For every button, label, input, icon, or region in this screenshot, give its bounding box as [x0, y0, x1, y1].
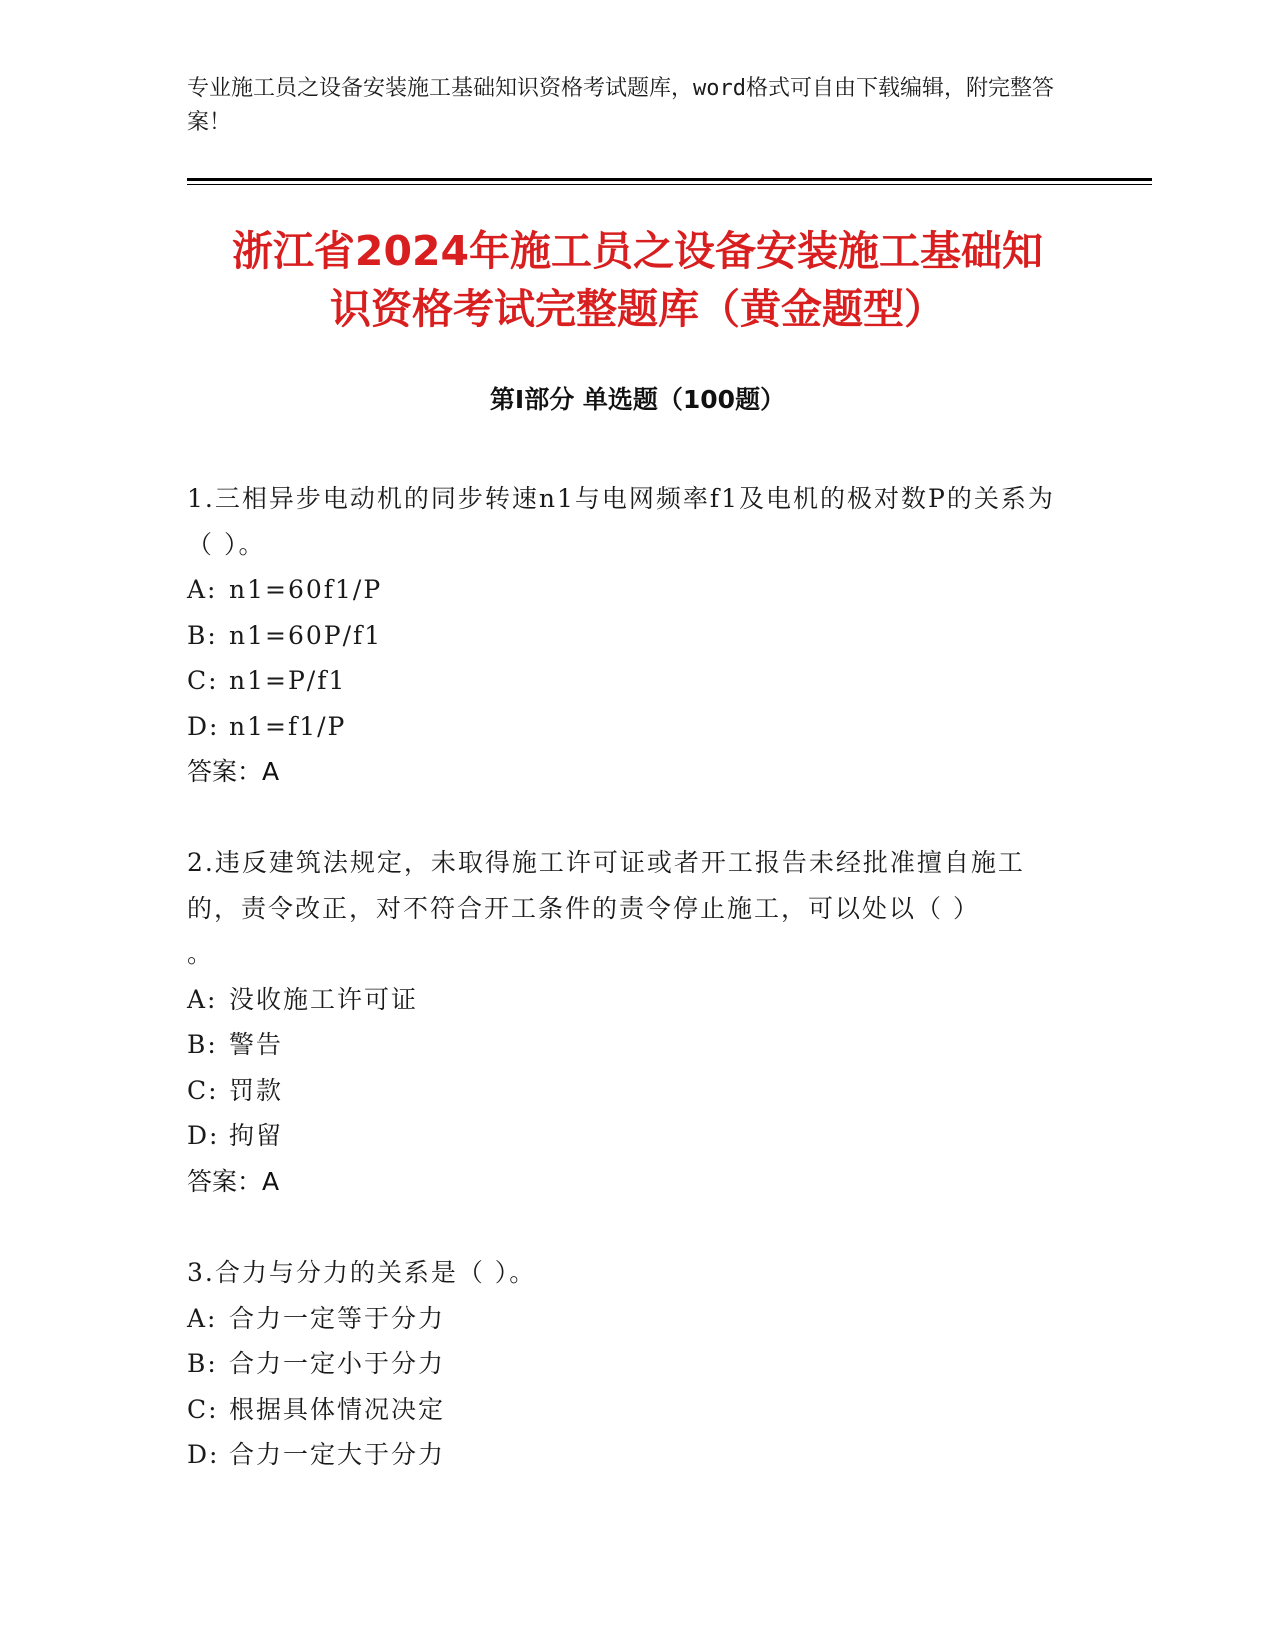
option-c [187, 1387, 1067, 1433]
option-letter: D: [187, 711, 220, 741]
option-letter: B: [187, 1030, 218, 1059]
option-c [187, 1068, 1067, 1114]
option-d [187, 1432, 1067, 1478]
option-b [187, 1341, 1067, 1387]
option-text: n1=P/f1 [229, 666, 347, 695]
option-letter: B: [187, 620, 218, 650]
answer-line: 答案：A [187, 757, 280, 786]
question-stem: 2.违反建筑法规定，未取得施工许可证或者开工报告未经批准擅自施工的，责令改正，对不符合开工条件的责令停止施工，可以处以（ ） 。 [187, 848, 1025, 968]
option-letter: C: [187, 666, 219, 695]
option-a [187, 977, 1067, 1023]
option-text: 合力一定等于分力 [229, 1303, 446, 1333]
option-text: n1=60P/f1 [229, 620, 383, 650]
option-letter: A: [187, 984, 218, 1014]
option-text: 合力一定小于分力 [229, 1349, 446, 1378]
option-text: n1=f1/P [229, 711, 347, 741]
option-a [187, 567, 1067, 613]
document-title-line-2: 识资格考试完整题库（黄金题型） [330, 285, 945, 333]
document-title-line-1: 浙江省2024年施工员之设备安装施工基础知 [231, 227, 1044, 275]
option-letter: B: [187, 1349, 218, 1378]
option-d [187, 704, 1067, 750]
option-a [187, 1296, 1067, 1342]
option-letter: C: [187, 1075, 219, 1105]
option-b [187, 1022, 1067, 1068]
option-d [187, 1113, 1067, 1159]
option-letter: A: [187, 575, 218, 604]
option-text: 警告 [229, 1030, 284, 1059]
option-text: 合力一定大于分力 [229, 1440, 446, 1469]
option-text: n1=60f1/P [229, 575, 383, 604]
option-letter: C: [187, 1394, 219, 1424]
question-1 [187, 476, 1067, 795]
option-text: 罚款 [229, 1075, 284, 1105]
header-divider-thick [187, 178, 1152, 181]
answer-line: 答案：A [187, 1166, 280, 1196]
option-text: 拘留 [229, 1121, 284, 1150]
header-note: 专业施工员之设备安装施工基础知识资格考试题库，word格式可自由下载编辑，附完整答案！ [187, 76, 1054, 135]
option-b [187, 613, 1067, 659]
header-divider-thin [187, 184, 1152, 185]
option-letter: D: [187, 1121, 220, 1150]
option-letter: A: [187, 1303, 218, 1333]
option-text: 根据具体情况决定 [229, 1394, 446, 1424]
question-3 [187, 1250, 1067, 1478]
option-text: 没收施工许可证 [229, 984, 419, 1014]
question-stem: 3.合力与分力的关系是（ ）。 [187, 1258, 537, 1287]
question-2 [187, 840, 1067, 1204]
document-title [160, 222, 1115, 338]
option-letter: D: [187, 1440, 220, 1469]
question-stem: 1.三相异步电动机的同步转速n1与电网频率f1及电机的极对数P的关系为（ ）。 [187, 484, 1055, 559]
option-c [187, 658, 1067, 704]
section-title: 第Ⅰ部分 单选题（100题） [489, 385, 786, 414]
